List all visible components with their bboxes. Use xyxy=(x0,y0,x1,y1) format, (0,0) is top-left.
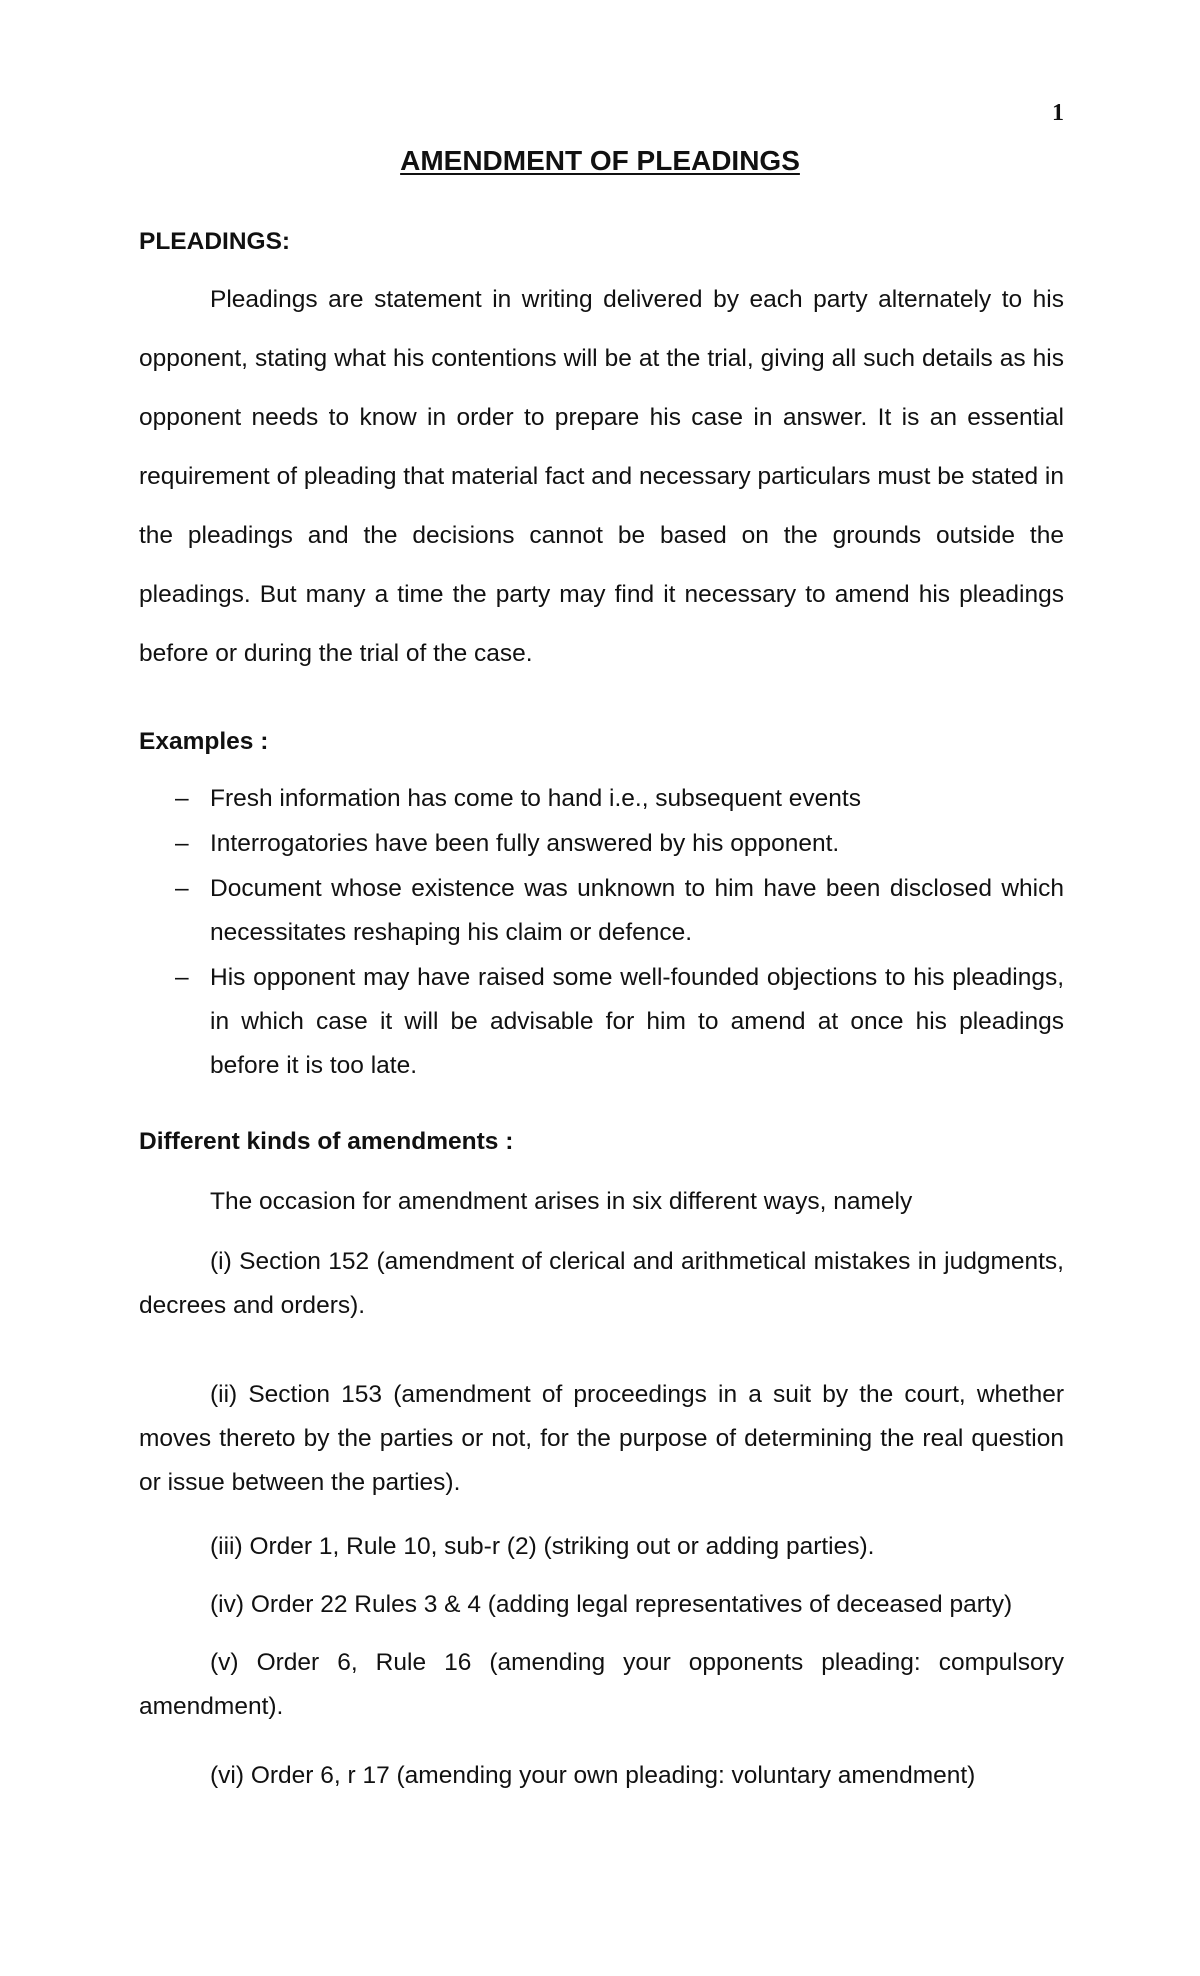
examples-list xyxy=(139,777,1064,1089)
kinds-item-v: (v) Order 6, Rule 16 (amending your opponents pleading: compulsory amendment). xyxy=(139,1649,1064,1720)
list-item xyxy=(139,956,1064,1088)
list-item-text: His opponent may have raised some well-founded objections to his pleadings, in which case it will be advisable for him to amend at once his pleadings before it is too late. xyxy=(210,964,1064,1079)
list-item xyxy=(139,867,1064,955)
dash-marker: – xyxy=(175,964,189,991)
kinds-heading: Different kinds of amendments : xyxy=(139,1128,514,1155)
examples-heading: Examples : xyxy=(139,728,269,755)
list-item xyxy=(139,777,1064,821)
list-item-text: Fresh information has come to hand i.e., subsequent events xyxy=(210,785,861,812)
list-item-text: Interrogatories have been fully answered by his opponent. xyxy=(210,830,840,857)
dash-marker: – xyxy=(175,785,189,812)
kinds-intro: The occasion for amendment arises in six different ways, namely xyxy=(210,1188,913,1215)
kinds-item-i: (i) Section 152 (amendment of clerical and arithmetical mistakes in judgments, decrees and orders). xyxy=(139,1248,1064,1319)
kinds-item-ii: (ii) Section 153 (amendment of proceedings in a suit by the court, whether moves thereto by the parties or not, for the purpose of determining the real question or issue between the parties). xyxy=(139,1381,1064,1496)
document-title: AMENDMENT OF PLEADINGS xyxy=(400,145,800,176)
pleadings-paragraph: Pleadings are statement in writing delivered by each party alternately to his opponent, stating what his contentions will be at the trial, giving all such details as his opponent needs to know in order to prepare his case in answer. It is an essential requirement of pleading that material fact and necessary particulars must be stated in the pleadings and the decisions cannot be based on the grounds outside the pleadings. But many a time the party may find it necessary to amend his pleadings before or during the trial of the case. xyxy=(139,286,1064,667)
kinds-item-vi: (vi) Order 6, r 17 (amending your own pleading: voluntary amendment) xyxy=(210,1762,976,1789)
kinds-item-iv: (iv) Order 22 Rules 3 & 4 (adding legal representatives of deceased party) xyxy=(210,1591,1013,1618)
dash-marker: – xyxy=(175,875,189,902)
kinds-item-iii: (iii) Order 1, Rule 10, sub-r (2) (striking out or adding parties). xyxy=(210,1533,875,1560)
list-item xyxy=(139,822,1064,866)
page-number: 1 xyxy=(1052,100,1064,126)
dash-marker: – xyxy=(175,830,189,857)
pleadings-heading: PLEADINGS: xyxy=(139,228,291,255)
list-item-text: Document whose existence was unknown to him have been disclosed which necessitates reshaping his claim or defence. xyxy=(210,875,1064,946)
